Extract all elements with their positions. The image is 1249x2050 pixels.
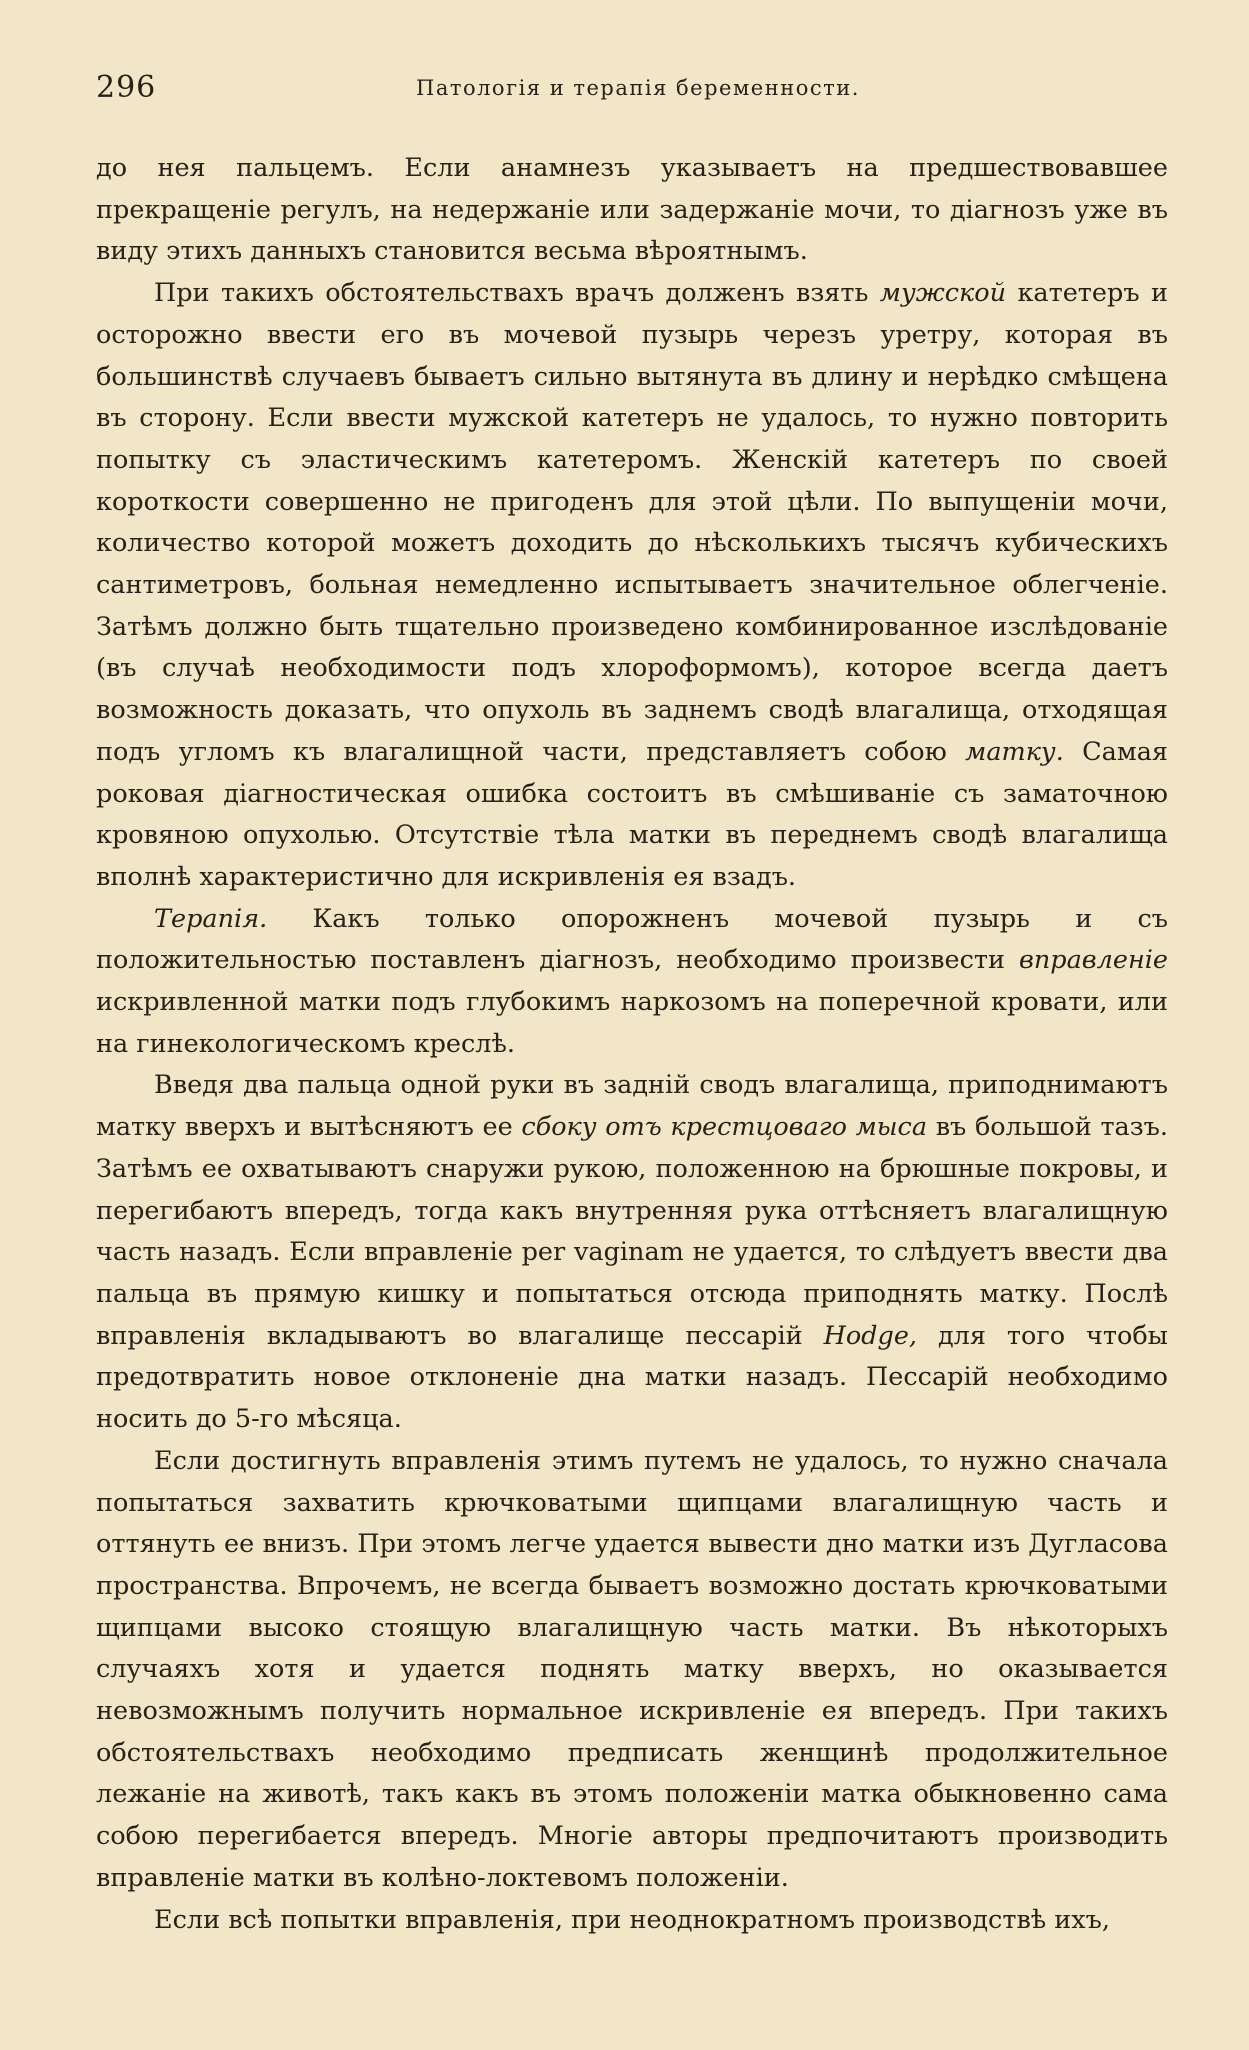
body-text xyxy=(96,148,1168,1941)
italic-text: мужской xyxy=(879,278,1007,309)
text-run: При такихъ обстоятельствахъ врачъ долженъ взять xyxy=(154,278,880,309)
text-run: катетеръ и осторожно ввести его въ мочевой пузырь черезъ уретру, которая въ большинствѣ случаевъ бываетъ сильно вытянута въ длину и нерѣдко смѣщена въ сторону. Если ввести мужской катетеръ не удалось, то нужно повторить попытку съ эластическимъ катетеромъ. Женскій катетеръ по своей короткости совершенно не пригоденъ для этой цѣли. По выпущеніи мочи, количество которой можетъ доходить до нѣсколькихъ тысячъ кубическихъ сантиметровъ, больная немедленно испытываетъ значительное облегченіе. Затѣмъ должно быть тщательно произведено комбинированное изслѣдованіе (въ случаѣ необходимости подъ хлороформомъ), которое всегда даетъ возможность доказать, что опухоль въ заднемъ сводѣ влагалища, отходящая подъ угломъ къ влагалищной части, представляетъ собою xyxy=(96,278,1168,767)
paragraph xyxy=(96,273,1168,899)
page-number: 296 xyxy=(96,70,157,105)
italic-text: сбоку отъ крестцоваго мыса xyxy=(521,1112,928,1143)
paragraph xyxy=(96,148,1168,273)
text-run: до нея пальцемъ. Если анамнезъ указываетъ на предшествовавшее прекращеніе регулъ, на недержаніе или задержаніе мочи, то діагнозъ уже въ виду этихъ данныхъ становится весьма вѣроятнымъ. xyxy=(96,153,1168,267)
text-run: Если достигнуть вправленія этимъ путемъ не удалось, то нужно сначала попытаться захватить крючковатыми щипцами влагалищную часть и оттянуть ее внизъ. При этомъ легче удается вывести дно матки изъ Дугласова пространства. Впрочемъ, не всегда бываетъ возможно достать крючковатыми щипцами высоко стоящую влагалищную часть матки. Въ нѣкоторыхъ случаяхъ хотя и удается поднять матку вверхъ, но оказывается невозможнымъ получить нормальное искривленіе ея впередъ. При такихъ обстоятельствахъ необходимо предписать женщинѣ продолжительное лежаніе на животѣ, такъ какъ въ этомъ положеніи матка обыкновенно сама собою перегибается впередъ. Многіе авторы предпочитаютъ производить вправленіе матки въ колѣно-локтевомъ положеніи. xyxy=(96,1445,1168,1893)
text-run: искривленной матки подъ глубокимъ наркозомъ на поперечной кровати, или на гинекологическомъ креслѣ. xyxy=(96,987,1168,1059)
paragraph xyxy=(96,1900,1168,1942)
text-run: Самая роковая діагностическая ошибка состоитъ въ смѣшиваніе съ заматочною кровяною опухолью. Отсутствіе тѣла матки въ переднемъ сводѣ влагалища вполнѣ характеристично для искривленія ея взадъ. xyxy=(96,736,1168,892)
running-title: Патологія и терапія беременности. xyxy=(416,76,860,100)
text-run: Какъ только опорожненъ мочевой пузырь и съ положительностью поставленъ діагнозъ, необходимо произвести xyxy=(96,903,1168,976)
page-header xyxy=(96,70,1166,114)
paragraph xyxy=(96,1065,1168,1440)
paragraph xyxy=(96,899,1168,1066)
italic-text: матку. xyxy=(965,736,1064,767)
italic-text: вправленіе xyxy=(1018,945,1168,976)
paragraph xyxy=(96,1441,1168,1900)
text-run: для того чтобы предотвратить новое отклоненіе дна матки назадъ. Пессарій необходимо носить до 5-го мѣсяца. xyxy=(96,1320,1168,1435)
italic-text: Терапія. xyxy=(154,903,268,934)
text-run: Если всѣ попытки вправленія, при неоднократномъ производствѣ ихъ, xyxy=(154,1904,1110,1935)
text-run: въ большой тазъ. Затѣмъ ее охватываютъ снаружи рукою, положенною на брюшные покровы, и перегибаютъ впередъ, тогда какъ внутренняя рука оттѣсняетъ влагалищную часть назадъ. Если вправленіе per vaginam не удается, то слѣдуетъ ввести два пальца въ прямую кишку и попытаться отсюда приподнять матку. Послѣ вправленія вкладываютъ во влагалище пессарій xyxy=(96,1112,1168,1351)
italic-text: Hodge, xyxy=(823,1320,918,1351)
text-run: Введя два пальца одной руки въ задній сводъ влагалища, приподнимаютъ матку вверхъ и вытѣсняютъ ее xyxy=(96,1070,1168,1143)
